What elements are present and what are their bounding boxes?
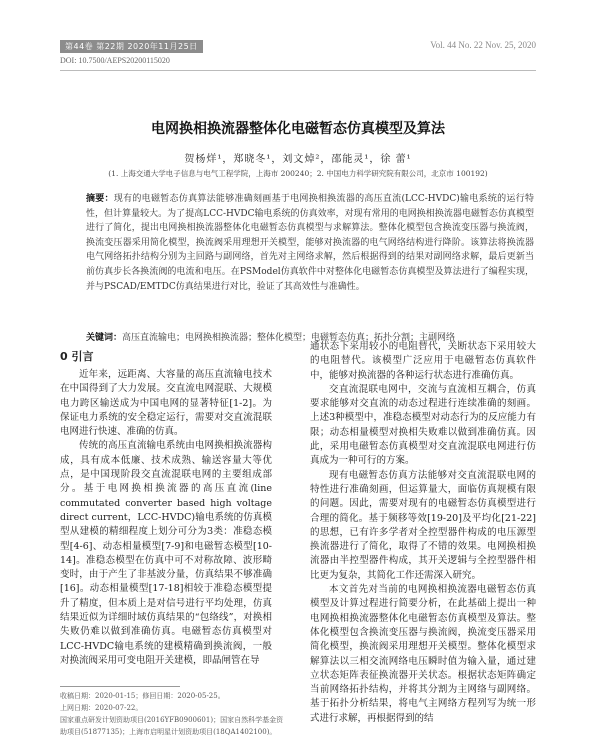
abstract [86, 192, 534, 294]
abstract-text: 现有的电磁暂态仿真算法能够准确刻画基于电网换相换流器的高压直流(LCC-HVDC)输电系统的运行特性，但计算量较大。为了提高LCC-HVDC输电系统的仿真效率，对现有常用的电网换相换流器电磁暂态仿真模型进行了简化，提出电网换相换流器整体化电磁暂态仿真模型与求解算法。整体化模型包含换流变压器与换流阀，换流变压器采用简化模型，换流阀采用理想开关模型，能够对换流器的电气网络结构进行降阶。该算法将换流器电气网络拓扑结构分别为主回路与副网络，首先对主网络求解，然后根据得到的结果对副网络求解，最后更新当前仿真步长各换流阀的电流和电压。在PSModel仿真软件中对整体化电磁暂态仿真模型及算法进行了编程实现，并与PSCAD/EMTDC仿真结果进行对比，验证了其高效性与准确性。 [86, 194, 534, 292]
paragraph: 近年来，远距离、大容量的高压直流输电技术在中国得到了大力发展。交直流电网混联、大规模电力跨区输送成为中国电网的显著特征[1-2]。为保证电力系统的安全稳定运行，需要对交直流混联电网进行快速、准确的仿真。 [60, 369, 272, 438]
journal-issue-badge: 第44卷 第22期 2020年11月25日 [60, 40, 203, 53]
journal-issue-en: Vol. 44 No. 22 Nov. 25, 2020 [430, 40, 536, 50]
paper-title: 电网换相换流器整体化电磁暂态仿真模型及算法 [151, 121, 445, 137]
footnote-rule [60, 686, 180, 687]
abstract-label: 摘要： [86, 194, 114, 204]
left-column [60, 368, 272, 668]
footnote-line: 收稿日期：2020-01-15；修回日期：2020-05-25。 [60, 692, 225, 700]
section-heading-intro: 0 引言 [60, 350, 94, 363]
paragraph: 通状态下采用较小的电阻替代，关断状态下采用较大的电阻替代。该模型广泛应用于电磁暂态仿真软件中，能够对换流器的各种运行状态进行准确仿真。 [310, 341, 536, 381]
header-rule [60, 70, 536, 71]
paragraph: 传统的高压直流输电系统由电网换相换流器构成，具有成本低廉、技术成熟、输送容量大等优点，是中国现阶段交直流混联电网的主要组成部分。基于电网换相换流器的高压直流(line commutated converter based high voltage direct current，LCC-HVDC)输电系统的仿真模型从建模的精细程度上划分可分为3类：准稳态模型[4-6]、动态相量模型[7-9]和电磁暂态模型[10-14]。准稳态模型在仿真中可不对称故障、波形畸变时，由于产生了非基波分量，仿真结果不够准确[16]。动态相量模型[17-18]相较于准稳态模型提升了精度，但本质上是对信号进行平均处理，仿真结果近似为详细时域仿真结果的“包络线”，对换相失败仍难以做到准确仿真。电磁暂态仿真模型对LCC-HVDC输电系统的建模精确到换流阀，一般对换流阀采用可变电阻开关建模，即晶闸管在导 [60, 440, 272, 666]
paper-affiliations: (1. 上海交通大学电子信息与电气工程学院，上海市 200240；2. 中国电力科学研究院有限公司，北京市 100192) [108, 169, 488, 178]
keywords-text: 高压直流输电；电网换相换流器；整体化模型；电磁暂态仿真；拓扑分割；主副网络 [122, 333, 456, 343]
paragraph: 现有电磁暂态仿真方法能够对交直流混联电网的特性进行准确刻画，但运算量大，面临仿真规模有限的问题。因此，需要对现有的电磁暂态仿真模型进行合理的简化。基于频移等效[19-20]及平均化[21-22]的思想，已有许多学者对全控型器件构成的电压源型换流器进行了简化，取得了不错的效果。电网换相换流器由半控型器件构成，其开关逻辑与全控型器件相比更为复杂，其简化工作还需深入研究。 [310, 469, 536, 581]
keywords-label: 关键词： [86, 333, 123, 343]
footnote-line: 上网日期：2020-07-22。 [60, 704, 143, 712]
footnote [60, 690, 290, 738]
paragraph: 交直流混联电网中，交流与直流相互耦合，仿真要求能够对交直流的动态过程进行连续准确的刻画。上述3种模型中，准稳态模型对动态行为的反应能力有限；动态相量模型对换相失败难以做到准确仿真。因此，采用电磁暂态仿真模型对交直流混联电网进行仿真成为一种可行的方案。 [310, 383, 536, 467]
doi[interactable]: DOI: 10.7500/AEPS20200115020 [60, 56, 170, 65]
footnote-line: 国家重点研发计划资助项目(2016YFB0900601)；国家自然科学基金资助项目(51877135)；上海市启明星计划资助项目(18QA1402100)。 [60, 716, 284, 736]
right-column [310, 340, 536, 726]
paper-authors: 贺杨烊¹，郑晓冬¹，刘文焯²，邵能灵¹，徐 蕾¹ [184, 154, 412, 165]
paragraph: 本文首先对当前的电网换相换流器电磁暂态仿真模型及计算过程进行简要分析，在此基础上提出一种电网换相换流器整体化电磁暂态仿真模型及算法。整体化模型包含换流变压器与换流阀，换流变压器采用简化模型，换流阀采用理想开关模型。整体化模型求解算法以三相交流网络电压瞬时值为输入量，通过建立状态矩阵表征换流器开关状态。根据状态矩阵确定当前网络拓扑结构，并将其分割为主网络与副网络。基于拓扑分析结果，将电气主网络方程列写为统一形式进行求解，再根据得到的结 [310, 584, 536, 724]
